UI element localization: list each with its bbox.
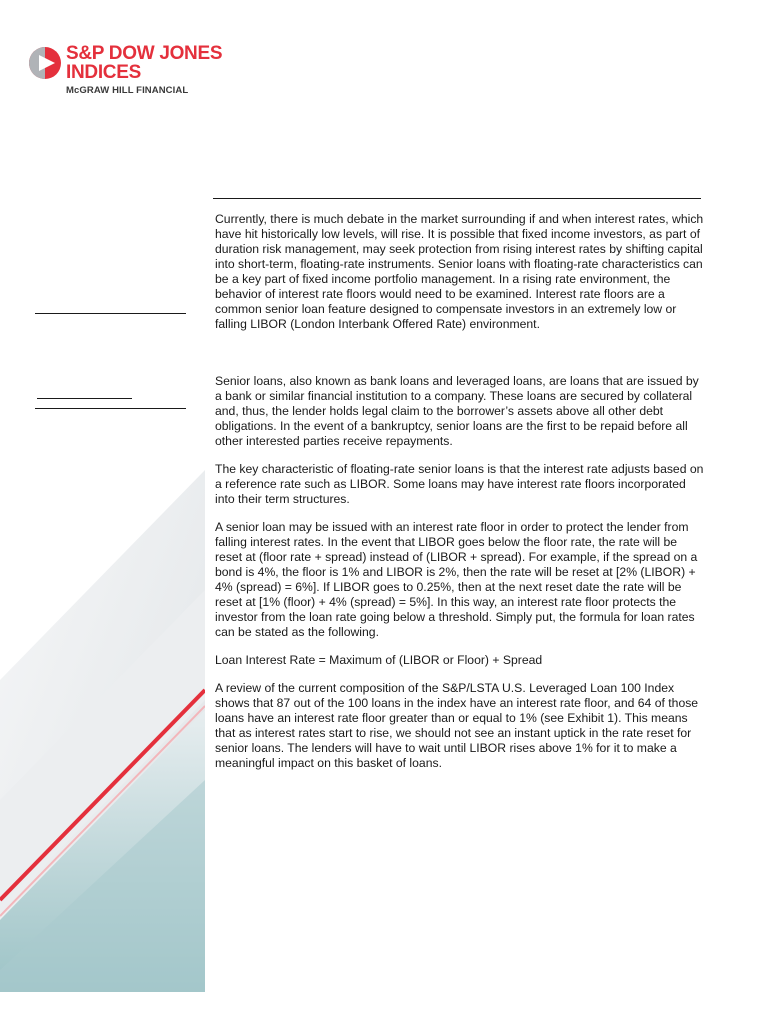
play-triangle-logo-icon [28,46,62,80]
sidebar-rule-1 [35,313,186,314]
paragraph-senior-loans-definition: Senior loans, also known as bank loans and leveraged loans, are loans that are issued by a bank or similar financial institution to a company. These loans are secured by collateral and, thus, the lender holds legal claim to the borrower’s assets above all other debt obligations. In the event of a bankruptcy, senior loans are the first to be repaid before all other interested parties receive repayments. [215,374,699,448]
paragraph-floating-rate: The key characteristic of floating-rate senior loans is that the interest rate adjusts based on a reference rate such as LIBOR. Some loans may have interest rate floors incorporated into their term structures. [215,462,704,506]
sp-dow-jones-logo [26,42,226,102]
article-body [215,212,707,784]
paragraph-formula: Loan Interest Rate = Maximum of (LIBOR or Floor) + Spread [215,653,543,667]
paragraph-intro: Currently, there is much debate in the market surrounding if and when interest rates, which have hit historically low levels, will rise. It is possible that fixed income investors, as part of duration risk management, may seek protection from rising interest rates by shifting capital into short-term, floating-rate instruments. Senior loans with floating-rate characteristics can be a key part of fixed income portfolio management. In a rising rate environment, the behavior of interest rate floors would need to be examined. Interest rate floors are a common senior loan feature designed to compensate investors in an extremely low or falling LIBOR (London Interbank Offered Rate) environment. [215,212,704,331]
logo-line-parent: McGRAW HILL FINANCIAL [66,85,189,96]
paragraph-interest-rate-floor: A senior loan may be issued with an interest rate floor in order to protect the lender from falling interest rates. In the event that LIBOR goes below the floor rate, the rate will be reset at (floor rate + spread) instead of (LIBOR + spread). For example, if the spread on a bond is 4%, the floor is 1% and LIBOR is 2%, then the rate will be reset at [2% (LIBOR) + 4% (spread) = 6%]. If LIBOR goes to 0.25%, then at the next reset date the rate will be reset at [1% (floor) + 4% (spread) = 5%]. In this way, an interest rate floor protects the investor from the loan rate going below a threshold. Simply put, the formula for loan rates can be stated as the following. [215,520,698,639]
paragraph-index-review: A review of the current composition of the S&P/LSTA U.S. Leveraged Loan 100 Index shows that 87 out of the 100 loans in the index have an interest rate floor, and 64 of those loans have an interest rate floor greater than or equal to 1% (see Exhibit 1). This means that as interest rates start to rise, we should not see an instant uptick in the rate reset for senior loans. The lenders will have to wait until LIBOR rises above 1% for it to make a meaningful impact on this basket of loans. [215,681,699,770]
header-rule [213,198,701,199]
decorative-stripes [0,470,205,992]
sidebar-rule-2 [37,398,132,399]
sidebar-rule-3 [35,408,186,409]
logo-line-indices: INDICES [66,62,141,83]
logo-line-brand: S&P DOW JONES [66,43,223,64]
